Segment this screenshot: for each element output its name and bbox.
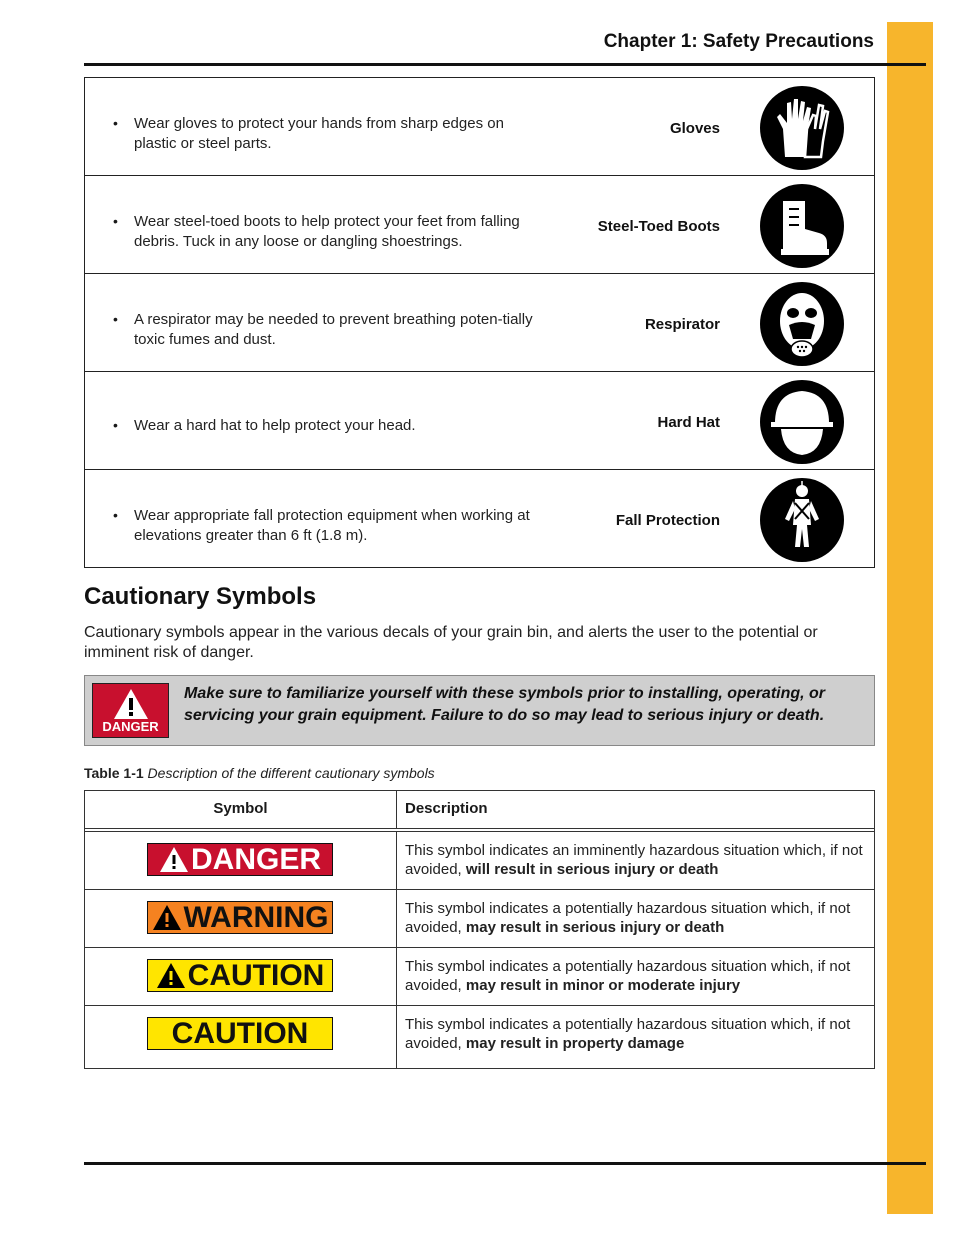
description-cell (405, 957, 865, 995)
symbol-cell (85, 948, 397, 1005)
bullet: • (113, 311, 118, 327)
description-cell (405, 1015, 865, 1053)
description-text: This symbol indicates a potentially hazardous situation which, if not avoided, (405, 958, 851, 994)
table-caption-label: Table 1-1 (84, 765, 144, 781)
table-row (85, 948, 874, 1006)
description-emphasis: will result in serious injury or death (465, 861, 719, 878)
header-symbol: Symbol (85, 791, 397, 828)
table-row (85, 832, 874, 890)
danger-notice (84, 675, 875, 746)
chapter-side-tab (887, 22, 933, 1214)
danger-badge (92, 683, 169, 738)
description-emphasis: may result in serious injury or death (465, 919, 725, 936)
description-cell (405, 899, 865, 937)
warning-sign (147, 901, 333, 934)
bullet: • (113, 507, 118, 523)
ppe-label: Gloves (669, 120, 720, 137)
table-caption-text: Description of the different cautionary symbols (147, 765, 435, 781)
description-text: This symbol indicates a potentially hazardous situation which, if not avoided, (405, 1016, 851, 1052)
danger-sign (147, 843, 333, 876)
description-cell (405, 841, 865, 879)
table-row (85, 1006, 874, 1068)
sign-label: DANGER (190, 842, 321, 876)
symbol-cell (85, 1006, 397, 1068)
description-text: This symbol indicates a potentially hazardous situation which, if not avoided, (405, 900, 851, 936)
ppe-label: Hard Hat (657, 414, 720, 431)
symbol-cell (85, 832, 397, 889)
ppe-row-boots (85, 176, 874, 274)
danger-message: Make sure to familiarize yourself with these symbols prior to installing, operating, or servicing your grain equipment. Failure to do so may lead to serious injury or death. (184, 685, 826, 724)
symbol-cell (85, 890, 397, 947)
sign-label: WARNING (183, 900, 329, 934)
hard-hat-icon (759, 379, 845, 465)
alert-triangle-icon (156, 962, 186, 989)
caution-sign (147, 959, 333, 992)
ppe-row-respirator (85, 274, 874, 372)
respirator-icon (759, 281, 845, 367)
ppe-text: A respirator may be needed to prevent breathing poten-tially toxic fumes and dust. (134, 311, 533, 348)
table-row (85, 890, 874, 948)
description-emphasis: may result in minor or moderate injury (465, 977, 741, 994)
ppe-label: Fall Protection (615, 512, 720, 529)
ppe-row-gloves (85, 78, 874, 176)
ppe-text: Wear gloves to protect your hands from sharp edges on plastic or steel parts. (134, 115, 504, 152)
alert-triangle-icon (152, 904, 182, 931)
ppe-label: Steel-Toed Boots (597, 218, 720, 235)
top-divider (84, 63, 926, 66)
boot-icon (759, 183, 845, 269)
section-title: Cautionary Symbols (84, 583, 317, 610)
sign-label: CAUTION (171, 1016, 309, 1050)
table-caption (84, 765, 435, 781)
harness-icon (759, 477, 845, 563)
ppe-row-fall-protection (85, 470, 874, 567)
ppe-table (84, 77, 875, 568)
bottom-divider (84, 1162, 926, 1165)
bullet: • (113, 417, 118, 433)
ppe-label: Respirator (644, 316, 720, 333)
section-intro: Cautionary symbols appear in the various decals of your grain bin, and alerts the user to the potential or imminent risk of danger. (84, 624, 818, 661)
ppe-row-hard-hat (85, 372, 874, 470)
sign-label: CAUTION (187, 958, 325, 992)
danger-badge-label: DANGER (102, 719, 159, 734)
bullet: • (113, 213, 118, 229)
caution-sign-no-icon (147, 1017, 333, 1050)
description-text: This symbol indicates an imminently hazardous situation which, if not avoided, (405, 842, 863, 878)
alert-triangle-icon (159, 846, 189, 873)
warning-triangle-icon (113, 688, 149, 720)
ppe-text: Wear appropriate fall protection equipment when working at elevations greater than 6 ft (1.8 m). (134, 507, 530, 544)
header-description: Description (405, 800, 488, 817)
bullet: • (113, 115, 118, 131)
gloves-icon (759, 85, 845, 171)
ppe-text: Wear steel-toed boots to help protect your feet from falling debris. Tuck in any loose or dangling shoestrings. (134, 213, 520, 250)
ppe-text: Wear a hard hat to help protect your head. (134, 417, 416, 434)
description-emphasis: may result in property damage (465, 1035, 685, 1052)
chapter-title: Chapter 1: Safety Precautions (603, 31, 874, 52)
table-header (85, 791, 874, 832)
symbol-table (84, 790, 875, 1069)
